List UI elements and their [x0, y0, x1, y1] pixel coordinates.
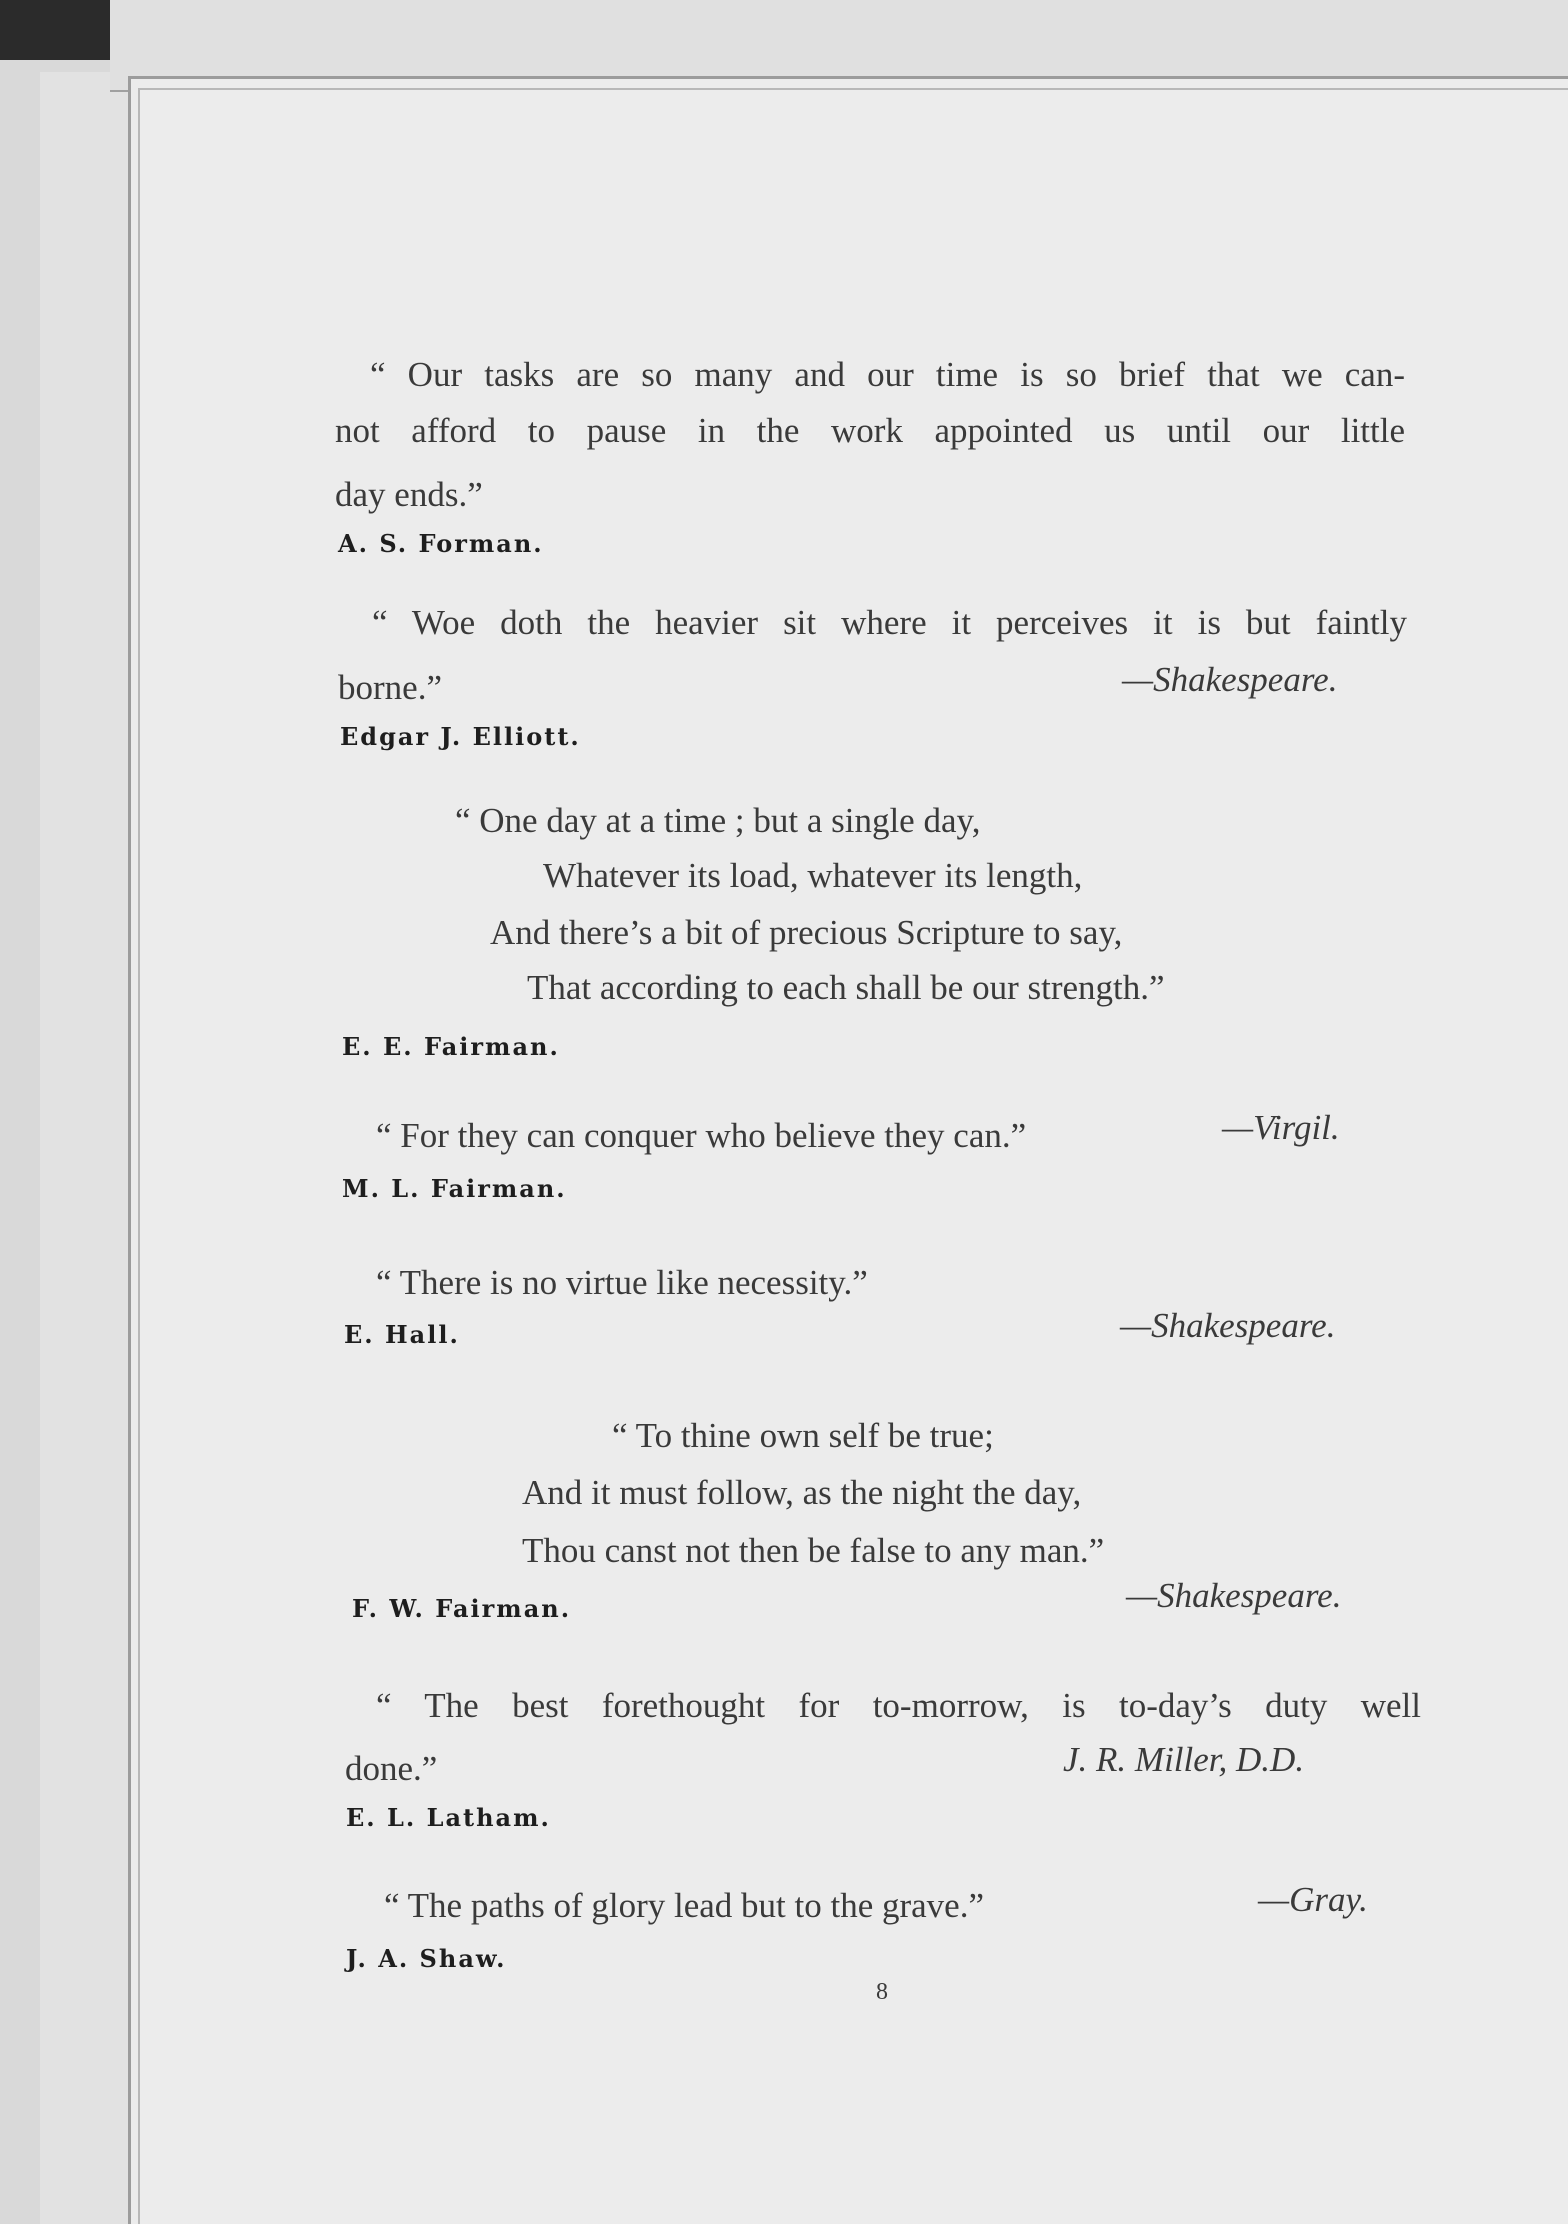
contributor-name: Edgar J. Elliott. — [340, 722, 581, 751]
page-number: 8 — [876, 1979, 888, 2005]
contributor-name: E. L. Latham. — [346, 1803, 551, 1832]
quote-attribution: —Shakespeare. — [1120, 1306, 1336, 1345]
contributor-name: J. A. Shaw. — [346, 1944, 507, 1973]
verse-line: That according to each shall be our strength.” — [527, 968, 1165, 1007]
quote-line: borne.” — [338, 668, 442, 707]
quote-attribution: —Gray. — [1258, 1880, 1368, 1919]
verse-line: Whatever its load, whatever its length, — [543, 856, 1083, 895]
verse-line: And there’s a bit of precious Scripture to say, — [490, 913, 1123, 952]
quote-attribution: —Virgil. — [1222, 1108, 1340, 1147]
quote-line: not afford to pause in the work appointed us until our little — [335, 411, 1405, 450]
quote-line: “ The best forethought for to-morrow, is to-day’s duty well — [376, 1686, 1421, 1725]
quote-line: “ Woe doth the heavier sit where it perceives it is but faintly — [372, 603, 1407, 642]
contributor-name: E. Hall. — [344, 1320, 460, 1349]
contributor-name: F. W. Fairman. — [352, 1594, 572, 1623]
verse-line: Thou canst not then be false to any man.” — [522, 1531, 1105, 1570]
quote-line: done.” — [345, 1749, 438, 1788]
quote-line: “ Our tasks are so many and our time is so brief that we can- — [370, 355, 1405, 394]
quote-line: “ For they can conquer who believe they can.” — [376, 1116, 1027, 1155]
quote-line: “ There is no virtue like necessity.” — [376, 1263, 868, 1302]
quote-line: day ends.” — [335, 475, 483, 514]
quote-attribution: —Shakespeare. — [1122, 660, 1338, 699]
quote-attribution: —Shakespeare. — [1126, 1576, 1342, 1615]
contributor-name: A. S. Forman. — [338, 529, 544, 558]
verse-line: “ One day at a time ; but a single day, — [455, 801, 981, 840]
contributor-name: M. L. Fairman. — [342, 1174, 567, 1203]
quote-line: “ The paths of glory lead but to the grave.” — [384, 1886, 984, 1925]
verse-line: And it must follow, as the night the day, — [522, 1473, 1082, 1512]
quote-attribution: J. R. Miller, D.D. — [1063, 1740, 1305, 1779]
contributor-name: E. E. Fairman. — [342, 1032, 560, 1061]
verse-line: “ To thine own self be true; — [612, 1416, 994, 1455]
